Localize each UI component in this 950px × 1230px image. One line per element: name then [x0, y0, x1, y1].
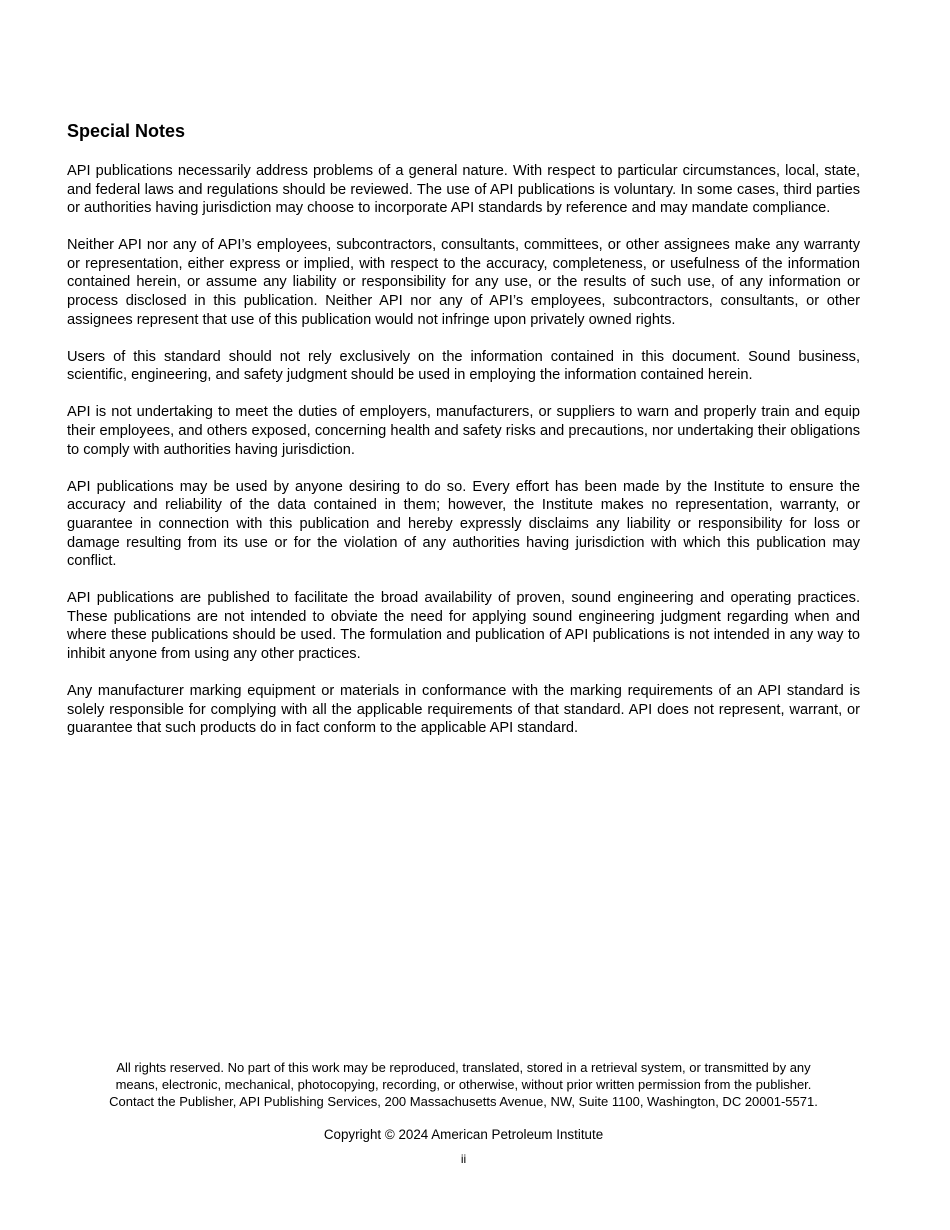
rights-line-1: All rights reserved. No part of this work may be reproduced, translated, stored in a retrieval system, or transmitted by any — [116, 1060, 811, 1075]
paragraph-general-nature: API publications necessarily address problems of a general nature. With respect to particular circumstances, local, state, and federal laws and regulations should be reviewed. The use of API publications is voluntary. In some cases, third parties or authorities having jurisdiction may choose to incorporate API standards by reference and may mandate compliance. — [67, 163, 860, 217]
rights-notice — [60, 1059, 867, 1110]
paragraph-users-reliance: Users of this standard should not rely exclusively on the information contained in this document. Sound business, scientific, engineering, and safety judgment should be used in employing the information contained herein. — [67, 348, 860, 384]
paragraph-marking: Any manufacturer marking equipment or materials in conformance with the marking requirements of an API standard is solely responsible for complying with all the applicable requirements of that standard. API does not represent, warrant, or guarantee that such products do in fact conform to the applicable API standard. — [67, 683, 860, 737]
paragraph-warranty-disclaimer: Neither API nor any of API’s employees, subcontractors, consultants, committees, or other assignees make any warranty or representation, either express or implied, with respect to the accuracy, completeness, or usefulness of the information contained herein, or assume any liability or responsibility for any use, or the results of such use, of any information or process disclosed in this publication. Neither API nor any of API’s employees, subcontractors, consultants, or other assignees represent that use of this publication would not infringe upon privately owned rights. — [67, 237, 860, 328]
special-notes-section — [67, 119, 860, 756]
section-title: Special Notes — [67, 121, 186, 141]
paragraph-practices: API publications are published to facilitate the broad availability of proven, sound engineering and operating practices. These publications are not intended to obviate the need for applying sound engineering judgment regarding when and where these publications should be used. The formulation and publication of API publications is not intended in any way to inhibit anyone from using any other practices. — [67, 590, 860, 662]
paragraph-accuracy: API publications may be used by anyone desiring to do so. Every effort has been made by the Institute to ensure the accuracy and reliability of the data contained in them; however, the Institute makes no representation, warranty, or guarantee in connection with this publication and hereby expressly disclaims any liability or responsibility for loss or damage resulting from its use or for the violation of any authorities having jurisdiction with which this publication may conflict. — [67, 478, 860, 570]
rights-line-2: means, electronic, mechanical, photocopying, recording, or otherwise, without prior written permission from the publisher. — [115, 1077, 812, 1092]
paragraph-duties: API is not undertaking to meet the duties of employers, manufacturers, or suppliers to warn and properly train and equip their employees, and others exposed, concerning health and safety risks and precautions, nor undertaking their obligations to comply with authorities having jurisdiction. — [67, 404, 860, 458]
copyright-line: Copyright © 2024 American Petroleum Institute — [323, 1127, 604, 1142]
rights-line-3: Contact the Publisher, API Publishing Services, 200 Massachusetts Avenue, NW, Suite 1100, Washington, DC 20001-5571. — [109, 1094, 818, 1109]
page-number: ii — [460, 1152, 467, 1166]
